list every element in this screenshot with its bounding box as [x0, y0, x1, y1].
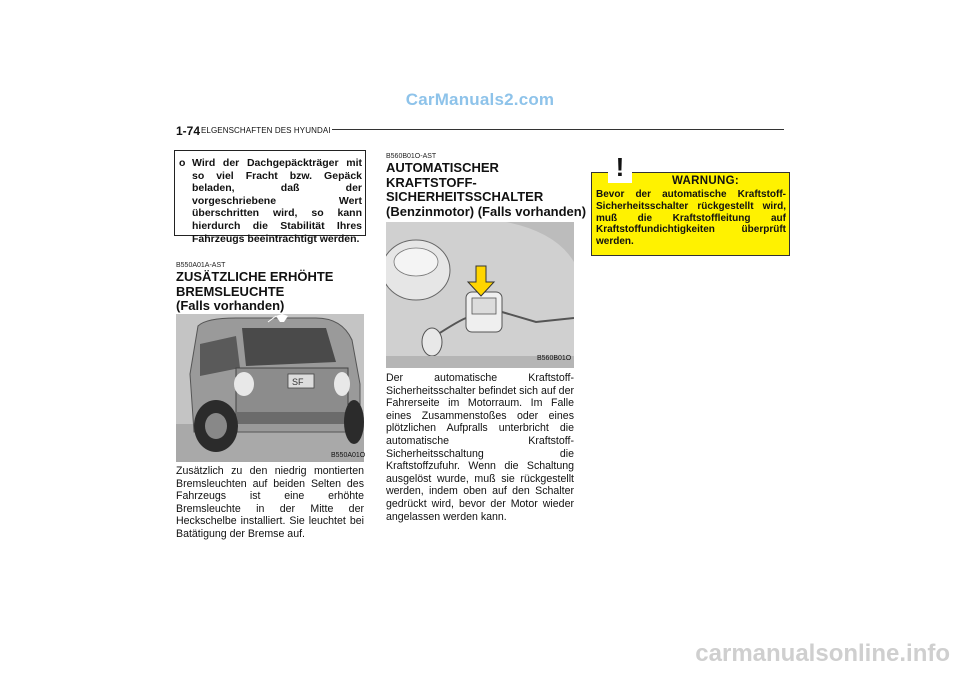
left-image-caption: B550A01O	[331, 452, 366, 459]
fuel-switch-illustration	[386, 222, 574, 368]
engine-bay-photo	[386, 222, 574, 368]
header-rule	[332, 129, 784, 130]
middle-heading-line: AUTOMATISCHER	[386, 160, 499, 175]
left-heading-line: (Falls vorhanden)	[176, 298, 285, 313]
left-section-code: B550A01A-AST	[176, 262, 226, 269]
note-bullet: o	[179, 157, 186, 169]
section-title: ELGENSCHAFTEN DES HYUNDAI	[201, 126, 331, 135]
middle-body-text: Der automatische Kraftstoff-Sicherheitsschalter befindet sich auf der Fahrerseite im Motorraum. Im Falle eines Zusammenstoßes oder eines plötzlichen Aufpralls unterbricht die automatische Kraftstoff-Sicherheitsschaltung die Kraftstoffzufuhr. Wenn die Schaltung ausgelöst wurde, muß sie rückgestellt werden, indem oben auf den Schalter gedrückt wird, bevor der Motor wieder angelassen werden kann.	[386, 372, 574, 523]
note-box	[174, 150, 366, 245]
watermark-top[interactable]: CarManuals2.com	[405, 90, 555, 109]
watermark-bottom[interactable]: carmanualsonline.info	[695, 640, 950, 667]
left-heading-line: ZUSÄTZLICHE ERHÖHTE	[176, 269, 334, 284]
left-heading	[176, 270, 333, 314]
middle-heading	[386, 161, 586, 219]
svg-text:SF: SF	[292, 377, 304, 387]
page-number: 1-74	[176, 124, 201, 138]
warning-box	[591, 172, 790, 256]
middle-section-code: B560B01O-AST	[386, 153, 437, 160]
warning-title: WARNUNG:	[672, 175, 739, 187]
car-rear-photo	[176, 314, 364, 462]
middle-heading-line: (Benzinmotor) (Falls vorhanden)	[386, 203, 587, 219]
left-body-text: Zusätzlich zu den niedrig montierten Bremsleuchten auf beiden Selten des Fahrzeugs ist eine erhöhte Bremsleuchte in der Mitte der Heckschelbe installiert. Sie leuchtet bei Batätigung der Bremse auf.	[176, 465, 364, 540]
middle-heading-line: SICHERHEITSSCHALTER	[386, 189, 544, 204]
left-heading-line: BREMSLEUCHTE	[176, 283, 285, 299]
note-text: Wird der Dachgepäckträger mit so viel Fracht bzw. Gepäck beladen, daß der vorgeschriebene Wert überschritten wird, so kann hierdurch die Stabilität Ihres Fahrzeugs beeinträchtigt werden.	[192, 157, 362, 245]
middle-image-caption: B560B01O	[537, 355, 572, 362]
warning-exclamation: !	[615, 152, 625, 182]
car-rear-illustration	[176, 314, 364, 462]
warning-text: Bevor der automatische Kraftstoff-Sicherheitsschalter rückgestellt wird, muß die Kraftstoffleitung auf Kraftstoffundichtigkeiten überprüft werden.	[596, 189, 786, 248]
middle-heading-line: KRAFTSTOFF-	[386, 174, 477, 190]
